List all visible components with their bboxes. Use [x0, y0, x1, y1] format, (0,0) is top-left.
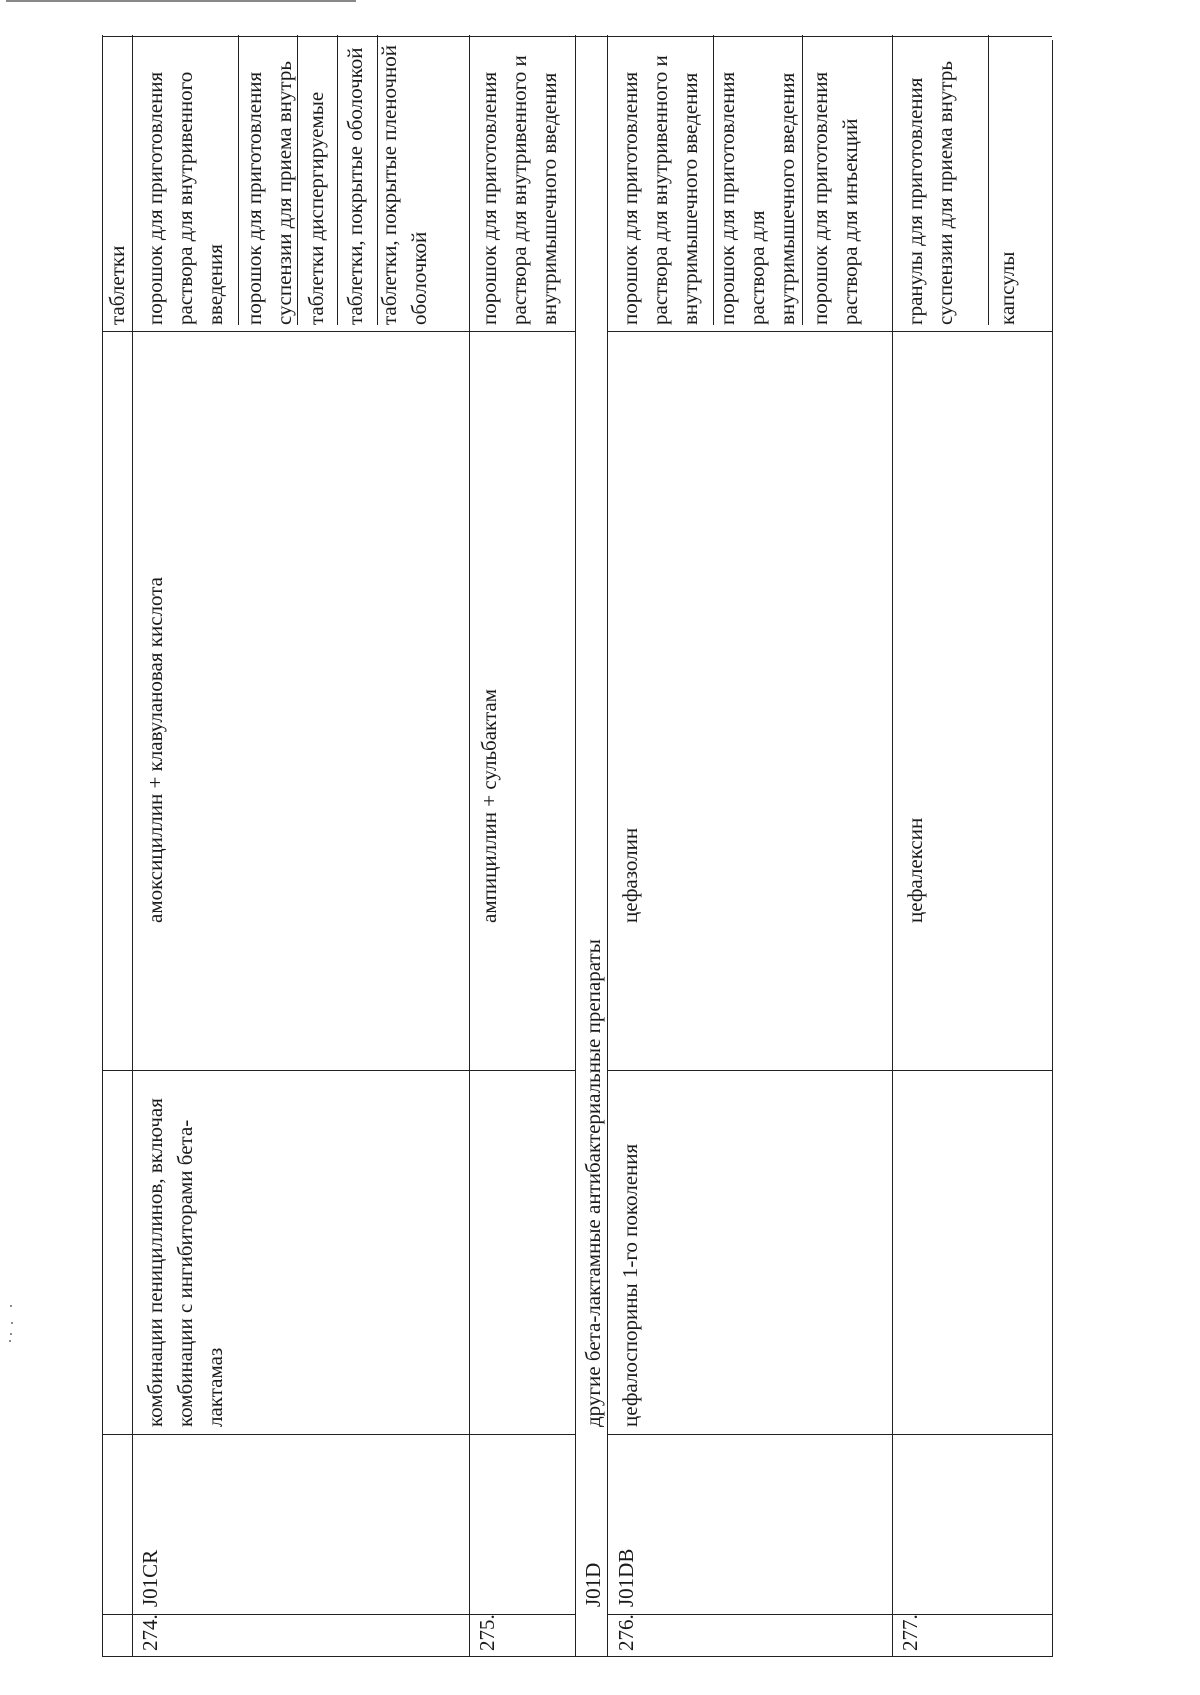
- row-number: 275.: [475, 1614, 499, 1651]
- form-cell: порошок для приготовления раствора для внутривенного и внутримышечного введения: [477, 55, 561, 325]
- substance-name: ампициллин + сульбактам: [477, 689, 501, 923]
- substance-name: амоксициллин + клавулановая кислота: [143, 576, 167, 923]
- form-cell: порошок для приготовления раствора для инъекций: [808, 71, 862, 325]
- form-cell: таблетки: [105, 245, 129, 325]
- group-name: комбинации пенициллинов, включая комбинации с ингибиторами бета-лактамаз: [143, 1098, 227, 1427]
- form-cell: порошок для приготовления раствора для внутривенного и внутримышечного введения: [618, 55, 702, 325]
- form-cell: таблетки, покрытые оболочкой: [343, 47, 367, 325]
- atc-code: J01DB: [614, 1548, 638, 1607]
- form-cell: порошок для приготовления суспензии для приема внутрь: [242, 61, 296, 325]
- form-cell: гранулы для приготовления суспензии для приема внутрь: [903, 61, 957, 325]
- group-name: другие бета-лактамные антибактериальные препараты: [581, 939, 605, 1427]
- substance-name: цефазолин: [618, 827, 642, 923]
- atc-code: J01CR: [138, 1549, 162, 1607]
- row-number: 277.: [898, 1614, 922, 1651]
- form-cell: порошок для приготовления раствора для внутривенного введения: [143, 71, 227, 325]
- form-cell: таблетки, покрытые пленочной оболочкой: [377, 44, 431, 325]
- row-number: 276.: [614, 1614, 638, 1651]
- form-cell: порошок для приготовления раствора для внутримышечного введения: [715, 71, 799, 325]
- top-edge-line: [6, 0, 356, 2]
- atc-code: J01D: [581, 1562, 605, 1607]
- form-cell: таблетки диспергируемые: [304, 91, 328, 325]
- row-number: 274.: [138, 1614, 162, 1651]
- substance-name: цефалексин: [903, 817, 927, 923]
- form-cell: капсулы: [995, 251, 1019, 325]
- medicines-table: [102, 35, 1052, 1657]
- group-name: цефалоспорины 1-го поколения: [618, 1143, 642, 1427]
